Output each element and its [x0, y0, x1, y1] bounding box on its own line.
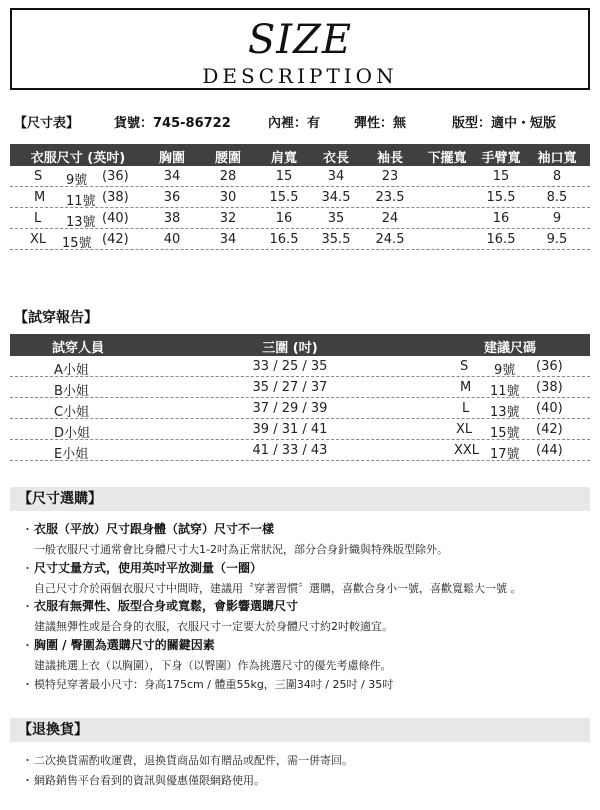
size-letter: M [34, 190, 46, 205]
fitting-table-header [10, 334, 590, 356]
chest: 34 [163, 169, 181, 184]
bullet-icon: ・ [22, 523, 33, 536]
fitting-measure: 41 / 33 / 43 [252, 443, 328, 458]
cuff: 8 [552, 169, 562, 184]
returns-item [22, 752, 592, 768]
col-cuff: 袖口寬 [537, 151, 577, 166]
bullet-icon: ・ [22, 774, 33, 787]
size-table-header [10, 144, 590, 166]
bullet-icon: ・ [22, 600, 33, 613]
col-hem: 下擺寬 [427, 151, 467, 166]
size-letter: XL [30, 232, 47, 247]
fitting-size: XXL [454, 443, 480, 458]
sleeve: 23.5 [375, 190, 405, 205]
col-waist: 腰圍 [214, 151, 241, 166]
item-number: 貨號：745-86722 [114, 116, 231, 131]
returns-item [22, 772, 592, 788]
table-row [10, 398, 590, 419]
sleeve: 23 [381, 169, 399, 184]
sleeve: 24.5 [375, 232, 405, 247]
size-us: (40) [102, 211, 129, 226]
fitting-size-number: 15號 [490, 426, 520, 441]
shoulder: 15 [275, 169, 293, 184]
fitting-size: XL [456, 422, 473, 437]
page-subtitle: DESCRIPTION [202, 64, 398, 88]
bullet-icon: ・ [22, 754, 33, 767]
arm: 16 [492, 211, 510, 226]
fitting-person: D小姐 [54, 426, 91, 441]
fitting-size: S [460, 359, 469, 374]
length: 35 [327, 211, 345, 226]
model-note [22, 676, 592, 692]
col-suggest: 建議尺碼 [483, 341, 536, 356]
cuff: 8.5 [546, 190, 568, 205]
page-title: SIZE [247, 17, 353, 63]
cuff: 9.5 [546, 232, 568, 247]
size-number: 13號 [66, 215, 96, 230]
col-arm: 手臂寬 [481, 151, 521, 166]
fitting-measure: 39 / 31 / 41 [252, 422, 328, 437]
size-number: 11號 [66, 194, 96, 209]
guide-note [22, 597, 592, 634]
waist: 28 [219, 169, 237, 184]
waist: 34 [219, 232, 237, 247]
table-row [10, 208, 590, 229]
title-box [10, 8, 590, 90]
bullet-icon: ・ [22, 562, 33, 575]
guide-note [22, 559, 592, 596]
cuff: 9 [552, 211, 562, 226]
size-us: (36) [102, 169, 129, 184]
table-row [10, 356, 590, 377]
fitting-size-us: (42) [536, 422, 563, 437]
size-letter: S [34, 169, 43, 184]
size-letter: L [34, 211, 42, 226]
waist: 30 [219, 190, 237, 205]
guide-note-desc: 建議無彈性或是合身的衣服，衣服尺寸一定要大於身體尺寸約2吋較適宜。 [34, 620, 393, 633]
col-shoulder: 肩寬 [270, 151, 297, 166]
fitting-size-us: (36) [536, 359, 563, 374]
table-row [10, 187, 590, 208]
chest: 40 [163, 232, 181, 247]
col-size: 衣服尺寸 (英吋) [30, 151, 126, 166]
guide-note-title: 胸圍 / 臀圍為選購尺寸的關鍵因素 [34, 638, 215, 652]
arm: 16.5 [486, 232, 516, 247]
size-us: (38) [102, 190, 129, 205]
guide-note-desc: 一般衣服尺寸通常會比身體尺寸大1-2吋為正常狀況，部分合身針織與特殊版型除外。 [34, 543, 448, 556]
size-number: 9號 [66, 173, 88, 188]
chest: 36 [163, 190, 181, 205]
size-guide-header: 【尺寸選購】 [10, 487, 590, 511]
guide-note [22, 520, 592, 557]
length: 34.5 [321, 190, 351, 205]
returns-text: 二次換貨需酌收運費，退換貨商品如有贈品或配件，需一併寄回。 [34, 754, 353, 767]
length: 34 [327, 169, 345, 184]
fitting-size-us: (38) [536, 380, 563, 395]
size-us: (42) [102, 232, 129, 247]
waist: 32 [219, 211, 237, 226]
guide-note-title: 尺寸丈量方式，使用英吋平放測量（一圈） [34, 561, 263, 575]
fitting-measure: 37 / 29 / 39 [252, 401, 328, 416]
guide-note-desc: 建議挑選上衣（以胸圍），下身（以臀圍）作為挑選尺寸的優先考慮條件。 [34, 659, 392, 672]
lining-info: 內裡：有 [268, 116, 321, 131]
guide-note-desc: 自己尺寸介於兩個衣服尺寸中間時，建議用〝穿著習慣〞選購，喜歡合身小一號，喜歡寬鬆大一號 。 [34, 582, 522, 595]
chest: 38 [163, 211, 181, 226]
col-chest: 胸圍 [158, 151, 185, 166]
bullet-icon: ・ [22, 678, 33, 691]
size-number: 15號 [62, 236, 92, 251]
fitting-size-number: 17號 [490, 447, 520, 462]
fitting-size: M [460, 380, 472, 395]
fitting-person: B小姐 [54, 384, 89, 399]
fit-info: 版型：適中・短版 [452, 116, 557, 131]
fitting-size-us: (40) [536, 401, 563, 416]
col-person: 試穿人員 [51, 341, 104, 356]
guide-note-title: 衣服有無彈性、版型合身或寬鬆，會影響選購尺寸 [34, 599, 299, 613]
shoulder: 16.5 [269, 232, 299, 247]
fitting-size-number: 9號 [494, 363, 516, 378]
table-row [10, 377, 590, 398]
model-info: 模特兒穿著最小尺寸：身高175cm / 體重55kg，三圍34吋 / 25吋 / 35吋 [34, 678, 394, 691]
elasticity-info: 彈性：無 [354, 116, 407, 131]
col-sleeve: 袖長 [376, 151, 403, 166]
bullet-icon: ・ [22, 639, 33, 652]
sleeve: 24 [381, 211, 399, 226]
size-table-label: 【尺寸表】 [14, 116, 80, 131]
fitting-size: L [462, 401, 470, 416]
shoulder: 16 [275, 211, 293, 226]
product-info [14, 112, 594, 132]
fitting-report-label: 【試穿報告】 [14, 310, 98, 326]
fitting-person: C小姐 [54, 405, 90, 420]
table-row [10, 419, 590, 440]
guide-note-title: 衣服（平放）尺寸跟身體（試穿）尺寸不一樣 [34, 522, 275, 536]
fitting-size-number: 13號 [490, 405, 520, 420]
shoulder: 15.5 [269, 190, 299, 205]
arm: 15 [492, 169, 510, 184]
guide-note [22, 636, 592, 673]
fitting-measure: 35 / 27 / 37 [252, 380, 328, 395]
returns-header: 【退換貨】 [10, 718, 590, 742]
fitting-measure: 33 / 25 / 35 [252, 359, 328, 374]
fitting-size-number: 11號 [490, 384, 520, 399]
fitting-size-us: (44) [536, 443, 563, 458]
col-length: 衣長 [322, 151, 349, 166]
table-row [10, 440, 590, 461]
col-measure: 三圍 (吋) [262, 341, 318, 356]
table-row [10, 166, 590, 187]
fitting-person: E小姐 [54, 447, 89, 462]
fitting-person: A小姐 [54, 363, 89, 378]
table-row [10, 229, 590, 250]
arm: 15.5 [486, 190, 516, 205]
returns-text: 網路銷售平台看到的資訊與優惠僅限網路使用。 [34, 774, 265, 787]
length: 35.5 [321, 232, 351, 247]
